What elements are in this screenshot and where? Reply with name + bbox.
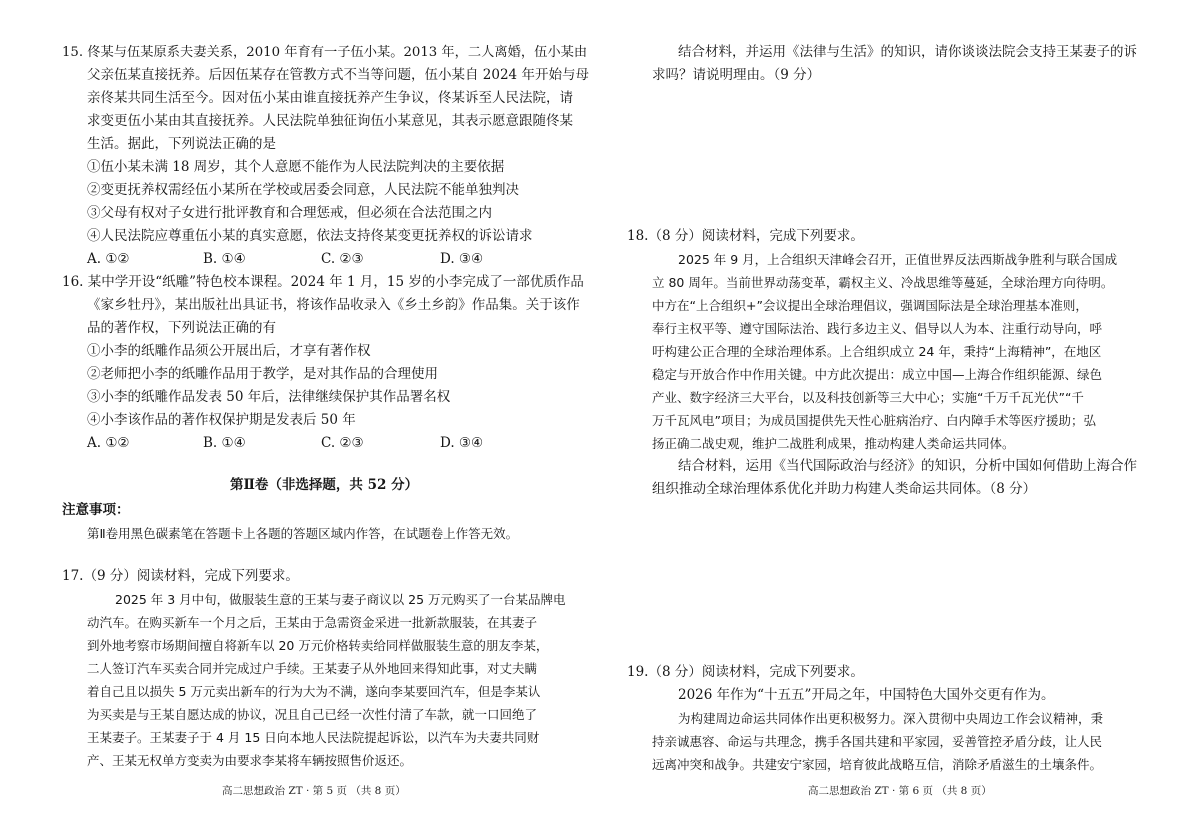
q18-task-line: 结合材料，运用《当代国际政治与经济》的知识，分析中国如何借助上海合作 bbox=[678, 458, 1137, 474]
q18-material-line: 万千瓦风电”项目；为成员国提供先天性心脏病治疗、白内障手术等医疗援助；弘 bbox=[652, 413, 1096, 428]
q18-material-line: 奉行主权平等、遵守国际法治、践行多边主义、倡导以人为本、注重行动导向，呼 bbox=[652, 321, 1103, 336]
q18-material-line: 稳定与开放合作中作用关键。中方此次提出：成立中国—上海合作组织能源、绿色 bbox=[652, 367, 1103, 382]
q18-task-line: 组织推动全球治理体系优化并助力构建人类命运共同体。（8 分） bbox=[652, 481, 1037, 497]
q15-option: ②变更抚养权需经伍小某所在学校或居委会同意，人民法院不能单独判决 bbox=[87, 182, 519, 198]
q15-choice-c: C. ②③ bbox=[321, 251, 364, 267]
q18-material-line: 吁构建公正合理的全球治理体系。上合组织成立 24 年，秉持“上海精神”，在地区 bbox=[652, 344, 1102, 359]
q15-stem-line: 父亲伍某直接抚养。后因伍某存在管教方式不当等问题，伍小某自 2024 年开始与母 bbox=[87, 67, 589, 83]
right-page bbox=[600, 0, 1200, 826]
q17-material-line: 到外地考察市场期间擅自将新车以 20 万元价格转卖给同样做服装生意的朋友李某， bbox=[87, 638, 549, 653]
q16-option: ①小李的纸雕作品须公开展出后，才享有著作权 bbox=[87, 343, 371, 359]
q18-material-line: 中方在“上合组织+”会议提出全球治理倡议，强调国际法是全球治理基本准则， bbox=[652, 298, 1088, 313]
q15-option: ①伍小某未满 18 周岁，其个人意愿不能作为人民法院判决的主要依据 bbox=[87, 159, 505, 175]
q15-option: ③父母有权对子女进行批评教育和合理惩戒，但必须在合法范围之内 bbox=[87, 205, 492, 221]
q18-material-line: 产业、数字经济三大平台，以及科技创新等三大中心；实施“千万千瓦光伏”“千 bbox=[652, 390, 1084, 405]
q16-option: ④小李该作品的著作权保护期是发表后 50 年 bbox=[87, 412, 356, 428]
notice-text: 第Ⅱ卷用黑色碳素笔在答题卡上各题的答题区域内作答，在试题卷上作答无效。 bbox=[87, 526, 519, 541]
q17-material-line: 为买卖是与王某自愿达成的协议，况且自己已经一次性付清了车款，就一口回绝了 bbox=[87, 707, 538, 722]
q17-material-line: 二人签订汽车买卖合同并完成过户手续。王某妻子从外地回来得知此事，对丈夫瞒 bbox=[87, 661, 538, 676]
q18-material-line: 立 80 周年。当前世界动荡变革，霸权主义、冷战思维等蔓延，全球治理方向待明。 bbox=[652, 275, 1114, 290]
q19-material-line: 持亲诚惠容、命运与共理念，携手各国共建和平家园，妥善管控矛盾分歧，让人民 bbox=[652, 734, 1103, 749]
q18-material-line: 扬正确二战史观，维护二战胜利成果，推动构建人类命运共同体。 bbox=[652, 436, 1015, 451]
part-two-title: 第Ⅱ卷（非选择题，共 52 分） bbox=[230, 477, 419, 493]
q15-choice-d: D. ③④ bbox=[440, 251, 484, 267]
q15-stem-line: 生活。据此，下列说法正确的是 bbox=[87, 136, 276, 152]
q16-stem-line: 品的著作权，下列说法正确的有 bbox=[87, 320, 276, 336]
q17-material-line: 王某妻子。王某妻子于 4 月 15 日向本地人民法院提起诉讼，以汽车为夫妻共同财 bbox=[87, 730, 540, 745]
q16-stem-line: 《家乡牡丹》，某出版社出具证书，将该作品收录入《乡土乡韵》作品集。关于该作 bbox=[87, 297, 580, 313]
q18-material-line: 2025 年 9 月，上合组织天津峰会召开，正值世界反法西斯战争胜利与联合国成 bbox=[678, 252, 1118, 267]
q17-material-line: 产、王某无权单方变卖为由要求李某将车辆按照售价返还。 bbox=[87, 753, 413, 768]
q19-heading: 19.（8 分）阅读材料，完成下列要求。 bbox=[627, 664, 864, 680]
q15-option: ④人民法院应尊重伍小某的真实意愿，依法支持佟某变更抚养权的诉讼请求 bbox=[87, 228, 533, 244]
q17-material-line: 动汽车。在购买新车一个月之后，王某由于急需资金采进一批新款服装，在其妻子 bbox=[87, 615, 538, 630]
q15-stem-line: 15. 佟某与伍某原系夫妻关系，2010 年育有一子伍小某。2013 年，二人离婚，伍小某由 bbox=[62, 45, 588, 60]
q16-choice-d: D. ③④ bbox=[440, 435, 484, 451]
q16-option: ②老师把小李的纸雕作品用于教学，是对其作品的合理使用 bbox=[87, 366, 438, 382]
notice-heading: 注意事项： bbox=[62, 502, 130, 518]
q16-choice-a: A. ①② bbox=[87, 435, 130, 451]
q19-material-line: 为构建周边命运共同体作出更积极努力。深入贯彻中央周边工作会议精神，秉 bbox=[678, 711, 1104, 726]
q15-stem-line: 求变更伍小某由其直接抚养。人民法院单独征询伍小某意见，其表示愿意跟随佟某 bbox=[87, 113, 573, 129]
q16-choice-c: C. ②③ bbox=[321, 435, 364, 451]
q15-stem-line: 亲佟某共同生活至今。因对伍小某由谁直接抚养产生争议，佟某诉至人民法院，请 bbox=[87, 90, 573, 106]
q15-choice-b: B. ①④ bbox=[203, 251, 246, 267]
q16-choice-b: B. ①④ bbox=[203, 435, 246, 451]
q17-material-line: 着自己且以损失 5 万元卖出新车的行为大为不满，遂向李某要回汽车，但是李某认 bbox=[87, 684, 541, 699]
q18-heading: 18.（8 分）阅读材料，完成下列要求。 bbox=[627, 228, 864, 244]
q17-task-line: 求吗？请说明理由。（9 分） bbox=[652, 67, 821, 83]
q17-material-line: 2025 年 3 月中旬，做服装生意的王某与妻子商议以 25 万元购买了一台某品牌电 bbox=[115, 592, 566, 607]
q17-heading: 17.（9 分）阅读材料，完成下列要求。 bbox=[62, 568, 299, 584]
page-footer: 高二思想政治 ZT · 第 6 页 （共 8 页） bbox=[808, 785, 992, 797]
page-footer: 高二思想政治 ZT · 第 5 页 （共 8 页） bbox=[222, 785, 406, 797]
q16-option: ③小李的纸雕作品发表 50 年后，法律继续保护其作品署名权 bbox=[87, 389, 451, 405]
q17-task-line: 结合材料，并运用《法律与生活》的知识，请你谈谈法院会支持王某妻子的诉 bbox=[678, 44, 1137, 60]
q19-intro: 2026 年作为“十五五”开局之年，中国特色大国外交更有作为。 bbox=[678, 687, 1055, 703]
q19-material-line: 远离冲突和战争。共建安宁家园，培育彼此战略互信，消除矛盾滋生的土壤条件。 bbox=[652, 757, 1103, 772]
q16-stem-line: 16. 某中学开设“纸雕”特色校本课程。2024 年 1 月，15 岁的小李完成了一部优质作品 bbox=[62, 274, 584, 290]
q15-choice-a: A. ①② bbox=[87, 251, 130, 267]
